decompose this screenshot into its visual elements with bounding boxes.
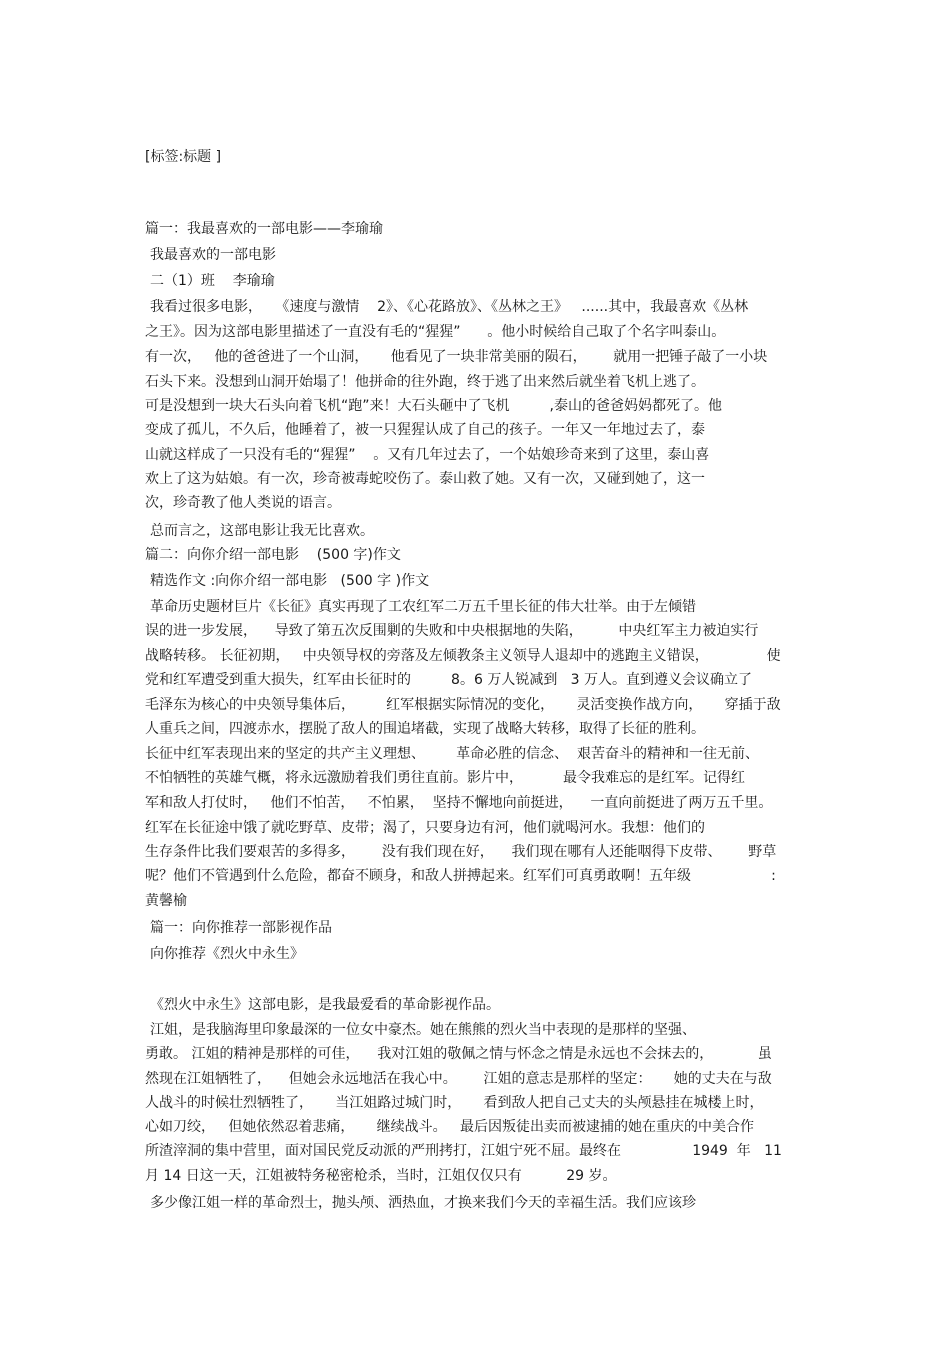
essay-title: 我最喜欢的一部电影	[150, 247, 276, 263]
text-line: 人战斗的时候壮烈牺牲了， 当江姐路过城门时， 看到敌人把自己丈夫的头颅悬挂在城楼上时，	[145, 1095, 764, 1111]
section-title: 篇一：向你推荐一部影视作品	[150, 920, 332, 936]
text-line: 长征中红军表现出来的坚定的共产主义理想、 革命必胜的信念、 艰苦奋斗的精神和一往无前、	[145, 746, 760, 762]
text-line: 误的进一步发展， 导致了第五次反围剿的失败和中央根据地的失陷， 中央红军主力被迫实行	[145, 623, 759, 639]
text-line: 党和红军遭受到重大损失，红军由长征时的 8。6 万人锐减到 3 万人。直到遵义会议确立了	[145, 672, 753, 688]
text-line: 总而言之，这部电影让我无比喜欢。	[150, 523, 374, 539]
text-line: 勇敢。 江姐的精神是那样的可佳， 我对江姐的敬佩之情与怀念之情是永远也不会抹去的， 虽	[145, 1046, 772, 1062]
text-line: 黄馨榆	[145, 893, 187, 909]
text-line: 之王》。因为这部电影里描述了一直没有毛的“猩猩” 。他小时候给自己取了个名字叫泰山。	[145, 324, 726, 340]
text-line: 呢？他们不管遇到什么危险，都奋不顾身，和敌人拼搏起来。红军们可真勇敢啊！五年级 :	[145, 868, 776, 884]
text-line: 人重兵之间，四渡赤水，摆脱了敌人的围追堵截，实现了战略大转移，取得了长征的胜利。	[145, 721, 705, 737]
text-line: 战略转移。 长征初期， 中央领导权的旁落及左倾教条主义领导人退却中的逃跑主义错误， 使	[145, 648, 781, 664]
text-line: 石头下来。没想到山洞开始塌了！他拼命的往外跑，终于逃了出来然后就坐着飞机上逃了。	[145, 374, 705, 390]
text-line: 月 14 日这一天，江姐被特务秘密枪杀，当时，江姐仅仅只有 29 岁。	[145, 1168, 617, 1184]
text-line: 山就这样成了一只没有毛的“猩猩” 。又有几年过去了，一个姑娘珍奇来到了这里，泰山喜	[145, 447, 710, 463]
text-line: 多少像江姐一样的革命烈士，抛头颅、洒热血，才换来我们今天的幸福生活。我们应该珍	[150, 1195, 696, 1211]
text-line: 所渣滓洞的集中营里，面对国民党反动派的严刑拷打，江姐宁死不屈。最终在 1949 年 11	[145, 1143, 782, 1159]
text-line: 欢上了这为姑娘。有一次，珍奇被毒蛇咬伤了。泰山救了她。又有一次，又碰到她了，这一	[145, 471, 705, 487]
text-line: 不怕牺牲的英雄气概，将永远激励着我们勇往直前。影片中， 最令我难忘的是红军。记得红	[145, 770, 746, 786]
essay-title: 向你推荐《烈火中永生》	[150, 946, 304, 962]
text-line: 红军在长征途中饿了就吃野草、皮带；渴了，只要身边有河，他们就喝河水。我想：他们的	[145, 820, 705, 836]
text-line: 心如刀绞， 但她依然忍着悲痛， 继续战斗。 最后因叛徒出卖而被逮捕的她在重庆的中美合作	[145, 1119, 754, 1135]
text-line: 生存条件比我们要艰苦的多得多， 没有我们现在好， 我们现在哪有人还能咽得下皮带、 野草	[145, 844, 777, 860]
text-line: 然现在江姐牺牲了， 但她会永远地活在我心中。 江姐的意志是那样的坚定： 她的丈夫在与敌	[145, 1071, 772, 1087]
text-line: 毛泽东为核心的中央领导集体后， 红军根据实际情况的变化， 灵活变换作战方向， 穿插于敌	[145, 697, 781, 713]
essay-title: 精选作文 :向你介绍一部电影 (500 字 )作文	[150, 573, 430, 589]
section-title: 篇二：向你介绍一部电影 (500 字)作文	[145, 547, 401, 563]
essay-author: 二（1）班 李瑜瑜	[150, 273, 275, 289]
text-line: 《烈火中永生》这部电影，是我最爱看的革命影视作品。	[150, 997, 500, 1013]
section-title: 篇一：我最喜欢的一部电影——李瑜瑜	[145, 221, 383, 237]
text-line: 变成了孤儿，不久后，他睡着了，被一只猩猩认成了自己的孩子。一年又一年地过去了，泰	[145, 422, 705, 438]
tag-line: [标签:标题 ]	[145, 149, 222, 165]
text-line: 次，珍奇教了他人类说的语言。	[145, 495, 341, 511]
text-line: 江姐，是我脑海里印象最深的一位女中豪杰。她在熊熊的烈火当中表现的是那样的坚强、	[150, 1022, 696, 1038]
text-line: 我看过很多电影， 《速度与激情 2》、《心花路放》、《丛林之王》 ......其中，我最喜欢《丛林	[150, 299, 749, 315]
text-line: 革命历史题材巨片《长征》真实再现了工农红军二万五千里长征的伟大壮举。由于左倾错	[150, 599, 696, 615]
text-line: 有一次， 他的爸爸进了一个山洞， 他看见了一块非常美丽的陨石， 就用一把锤子敲了一小块	[145, 349, 768, 365]
text-line: 可是没想到一块大石头向着飞机“跑”来！大石头砸中了飞机 ,泰山的爸爸妈妈都死了。他	[145, 398, 723, 414]
text-line: 军和敌人打仗时， 他们不怕苦， 不怕累， 坚持不懈地向前挺进， 一直向前挺进了两万五千里。	[145, 795, 773, 811]
